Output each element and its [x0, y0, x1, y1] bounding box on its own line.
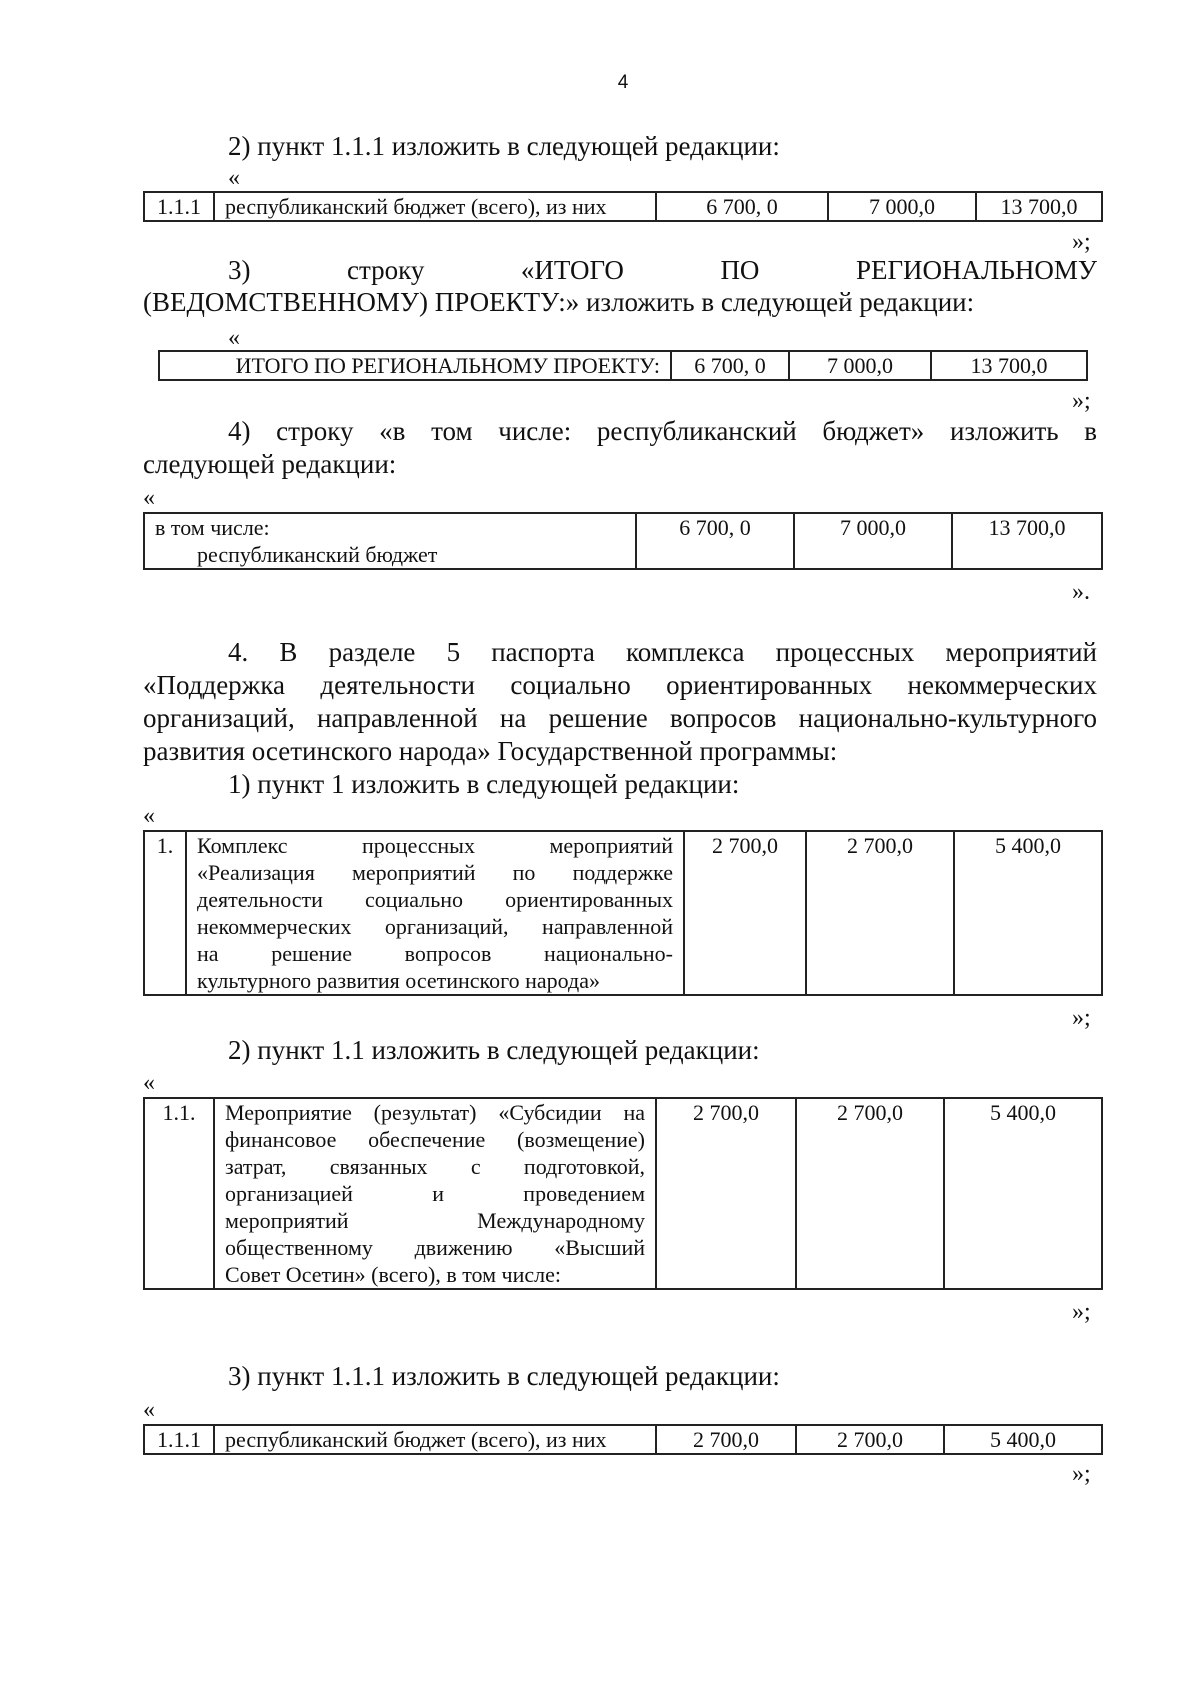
value-2: 7 000,0 — [789, 351, 931, 380]
open-quote: « — [143, 1070, 155, 1096]
table-row — [144, 192, 1102, 221]
value-1: 2 700,0 — [656, 1098, 796, 1289]
section-4-item-1: 1) пункт 1 изложить в следующей редакции: — [228, 769, 740, 799]
item-4-line-2: следующей редакции: — [143, 449, 397, 479]
section-4-item-2: 2) пункт 1.1 изложить в следующей редакции: — [228, 1035, 760, 1065]
item-4-line-1: 4) строку «в том числе: республиканский бюджет» изложить в — [228, 416, 1097, 446]
row-label: ИТОГО ПО РЕГИОНАЛЬНОМУ ПРОЕКТУ: — [159, 351, 671, 380]
row-label: республиканский бюджет (всего), из них — [214, 1425, 656, 1454]
item-3-line-2: (ВЕДОМСТВЕННОМУ) ПРОЕКТУ:» изложить в следующей редакции: — [143, 287, 975, 317]
label-line-2: республиканский бюджет — [197, 542, 438, 567]
table-item-1-1 — [143, 1097, 1103, 1290]
table-row — [144, 513, 1102, 569]
table-including-republican-budget — [143, 512, 1103, 570]
row-label: республиканский бюджет (всего), из них — [214, 192, 656, 221]
value-3: 5 400,0 — [944, 1098, 1102, 1289]
page-number: 4 — [617, 72, 629, 93]
table-item-1-1-1 — [143, 1424, 1103, 1455]
close-quote: »; — [1072, 1299, 1091, 1325]
table-1-1-1-regional — [143, 191, 1103, 222]
section-4-line-4: развития осетинского народа» Государственной программы: — [143, 736, 838, 766]
close-quote: »; — [1072, 229, 1091, 255]
close-quote: ». — [1072, 579, 1090, 605]
row-label — [144, 513, 636, 569]
section-4-line-3: организаций, направленной на решение вопросов национально-культурного — [143, 703, 1097, 733]
value-2: 7 000,0 — [794, 513, 952, 569]
row-number: 1. — [144, 831, 186, 995]
value-3: 5 400,0 — [954, 831, 1102, 995]
row-number: 1.1. — [144, 1098, 214, 1289]
open-quote: « — [143, 803, 155, 829]
label-line-1: в том числе: — [155, 515, 270, 540]
table-item-1 — [143, 830, 1103, 996]
value-1: 2 700,0 — [656, 1425, 796, 1454]
value-3: 13 700,0 — [931, 351, 1087, 380]
open-quote: « — [228, 165, 240, 191]
value-1: 6 700, 0 — [656, 192, 828, 221]
close-quote: »; — [1072, 388, 1091, 414]
value-3: 13 700,0 — [976, 192, 1102, 221]
value-2: 2 700,0 — [796, 1098, 944, 1289]
table-total-regional-project — [158, 350, 1088, 381]
row-label: Комплекс процессных мероприятий «Реализация мероприятий по поддержке деятельности социально ориентированных некоммерческих организаций, направленной на решение вопросов национально- культурного развития осетинского народа» — [186, 831, 684, 995]
value-1: 2 700,0 — [684, 831, 806, 995]
open-quote: « — [228, 325, 240, 351]
open-quote: « — [143, 485, 155, 511]
row-label: Мероприятие (результат) «Субсидии на финансовое обеспечение (возмещение) затрат, связанных с подготовкой, организацией и проведением мероприятий Международному общественному движению «Высший Совет Осетин» (всего), в том числе: — [214, 1098, 656, 1289]
section-4-item-3: 3) пункт 1.1.1 изложить в следующей редакции: — [228, 1361, 780, 1391]
value-1: 6 700, 0 — [636, 513, 794, 569]
close-quote: »; — [1072, 1461, 1091, 1487]
open-quote: « — [143, 1397, 155, 1423]
row-number: 1.1.1 — [144, 1425, 214, 1454]
section-4-line-1: 4. В разделе 5 паспорта комплекса процессных мероприятий — [228, 637, 1097, 667]
value-3: 5 400,0 — [944, 1425, 1102, 1454]
close-quote: »; — [1072, 1005, 1091, 1031]
value-3: 13 700,0 — [952, 513, 1102, 569]
row-number: 1.1.1 — [144, 192, 214, 221]
table-row — [159, 351, 1087, 380]
table-row — [144, 831, 1102, 995]
value-2: 2 700,0 — [796, 1425, 944, 1454]
table-row — [144, 1098, 1102, 1289]
section-4-line-2: «Поддержка деятельности социально ориентированных некоммерческих — [143, 670, 1097, 700]
value-1: 6 700, 0 — [671, 351, 789, 380]
item-2-heading: 2) пункт 1.1.1 изложить в следующей редакции: — [228, 131, 780, 161]
value-2: 7 000,0 — [828, 192, 976, 221]
item-3-line-1: 3) строку «ИТОГО ПО РЕГИОНАЛЬНОМУ — [228, 255, 1097, 285]
table-row — [144, 1425, 1102, 1454]
value-2: 2 700,0 — [806, 831, 954, 995]
